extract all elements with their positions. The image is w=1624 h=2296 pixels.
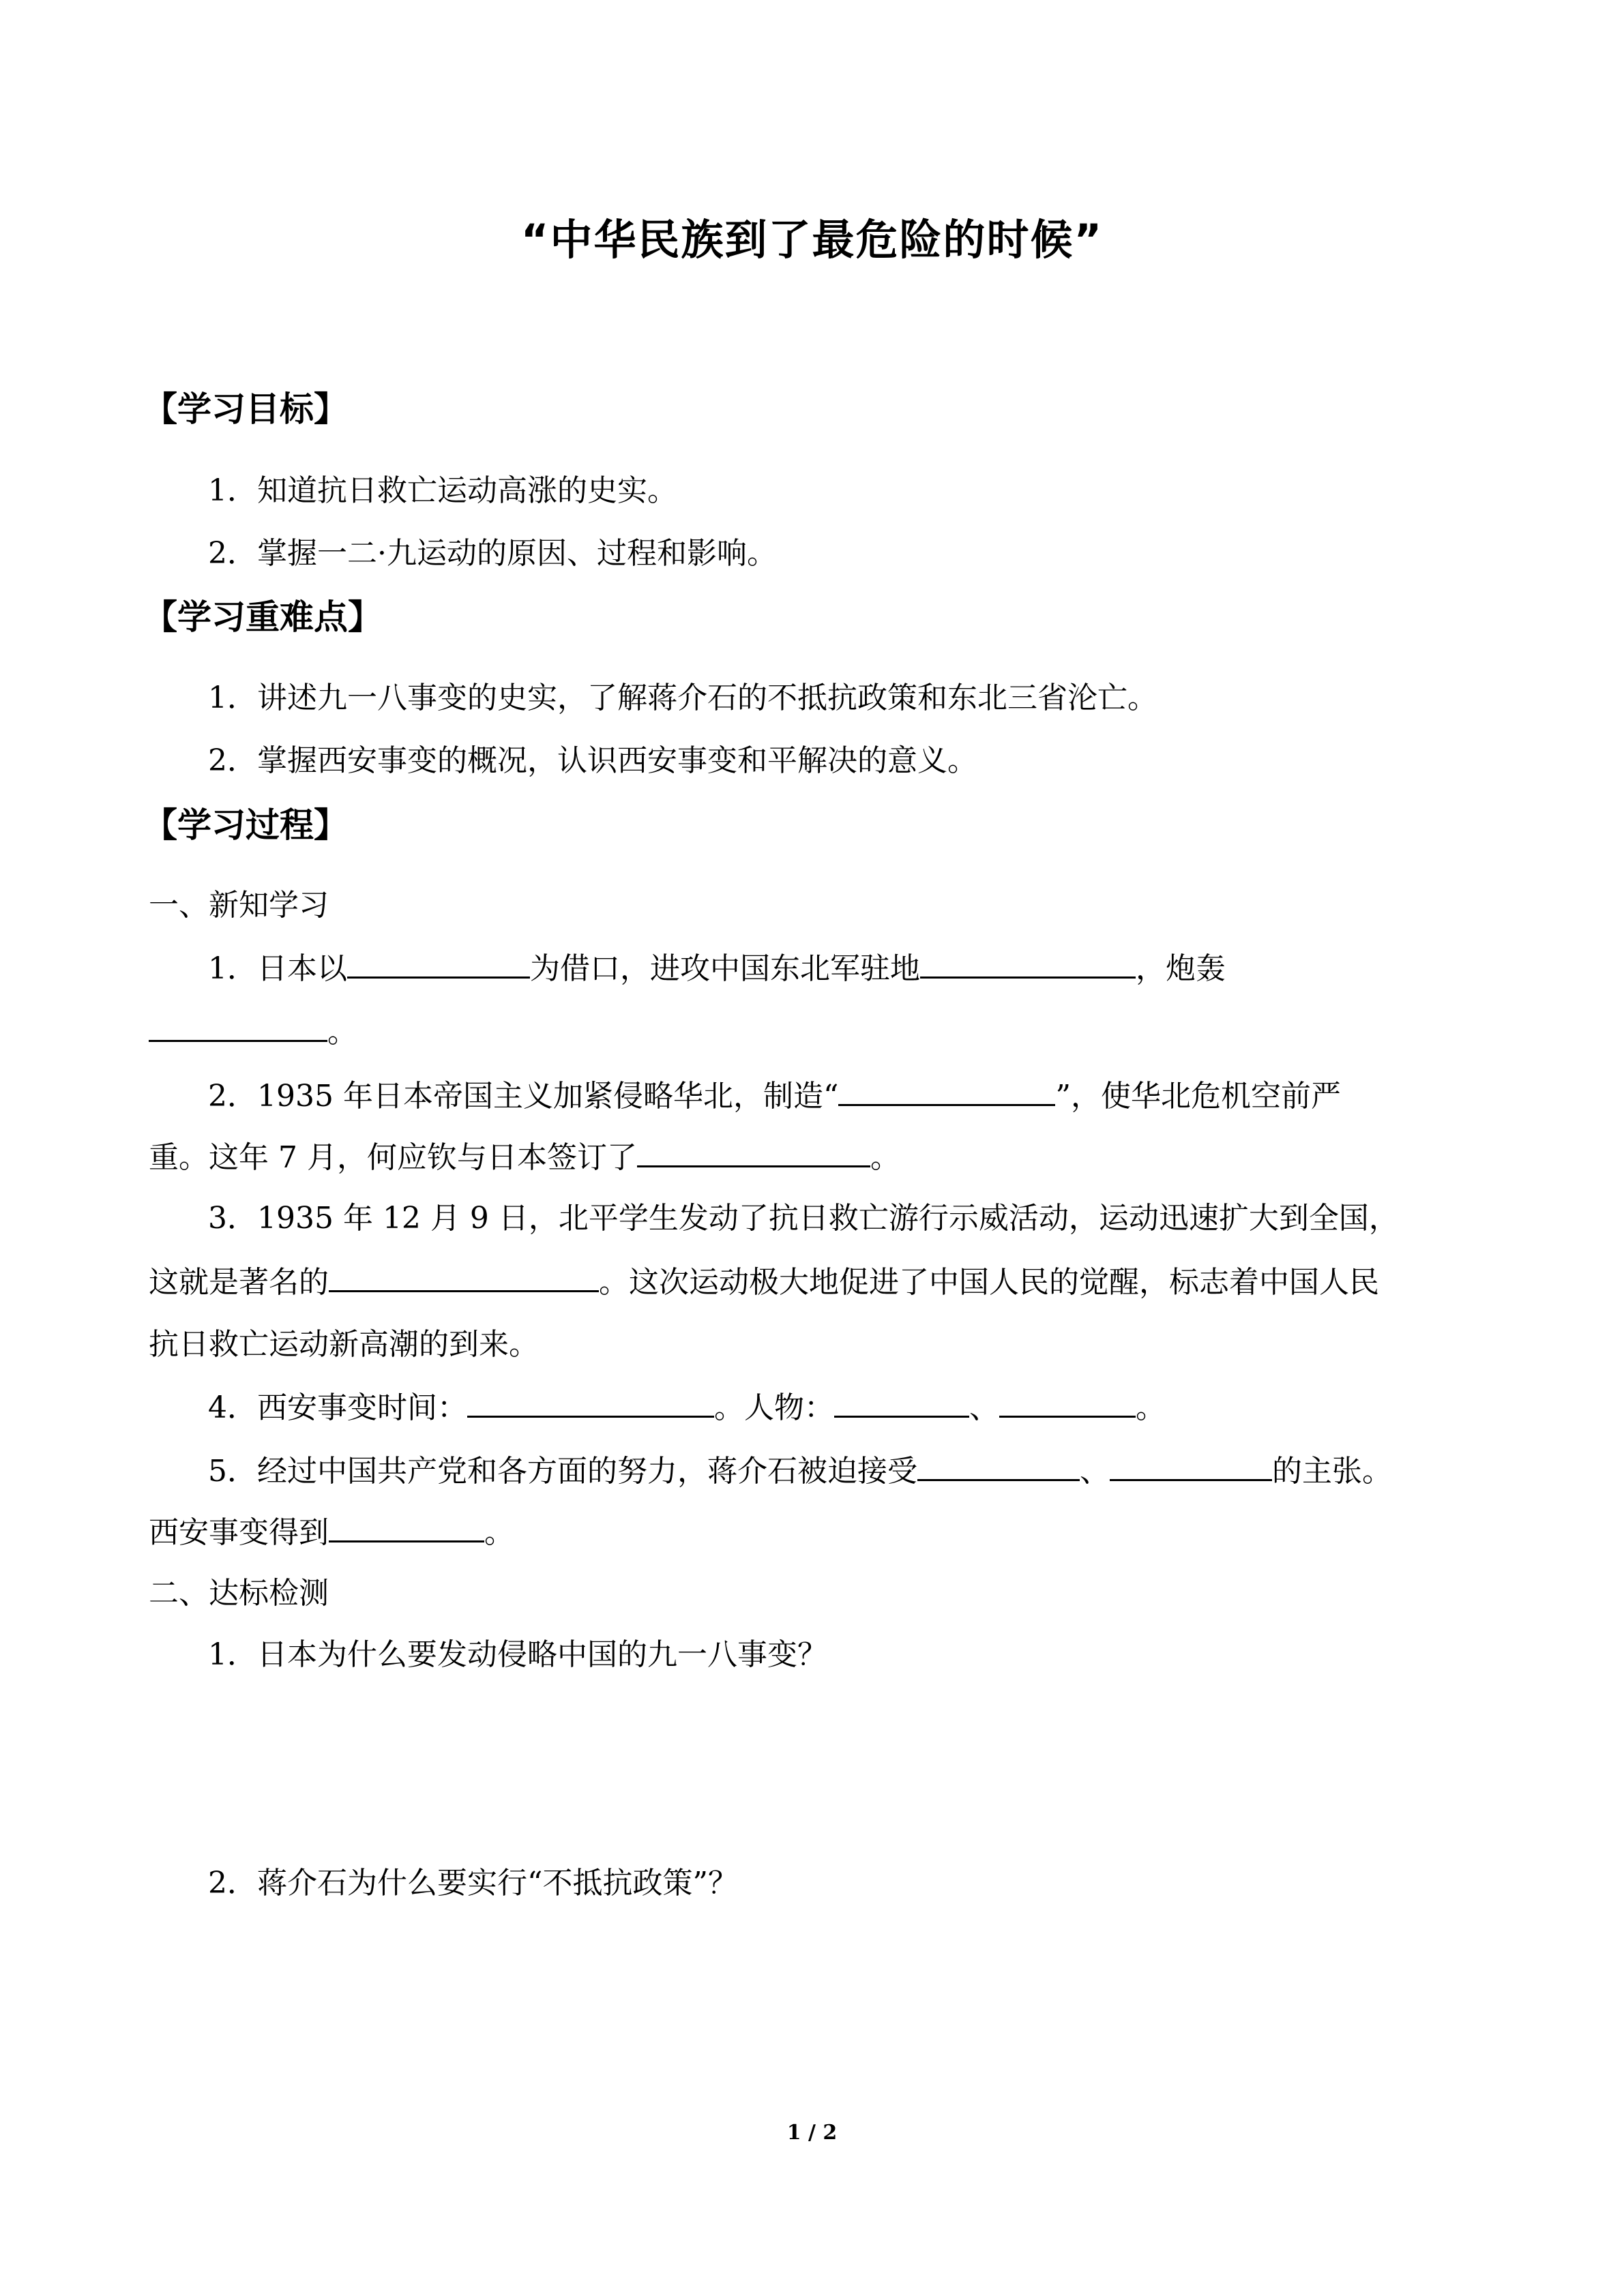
q5-text-c: 的主张。 <box>1272 1454 1392 1489</box>
q5-blank-1[interactable] <box>917 1449 1080 1481</box>
key-point-item-1: 1．讲述九一八事变的史实，了解蒋介石的不抵抗政策和东北三省沦亡。 <box>208 681 1157 715</box>
key-point-item-2: 2．掌握西安事变的概况，认识西安事变和平解决的意义。 <box>208 743 977 778</box>
question-2-line-2 <box>149 1135 900 1180</box>
question-3-line-3: 抗日救亡运动新高潮的到来。 <box>149 1327 539 1362</box>
question-5-line-1 <box>208 1449 1392 1493</box>
heading-key-points: 【学习重难点】 <box>143 597 382 637</box>
q2-text-b: ”，使华北危机空前严 <box>1055 1079 1341 1114</box>
q3-text-b: 。这次运动极大地促进了中国人民的觉醒，标志着中国人民 <box>599 1265 1379 1300</box>
check-question-2: 2．蒋介石为什么要实行“不抵抗政策”？ <box>208 1866 738 1900</box>
q4-text-d: 。 <box>1136 1390 1166 1425</box>
q1-text-c: ，炮轰 <box>1136 951 1226 986</box>
q5-text-d: 西安事变得到 <box>149 1515 329 1550</box>
q2-text-a: 2．1935 年日本帝国主义加紧侵略华北，制造“ <box>208 1079 839 1114</box>
heading-objectives: 【学习目标】 <box>143 389 348 429</box>
heading-process: 【学习过程】 <box>143 805 348 845</box>
question-4-line-1 <box>208 1386 1166 1430</box>
q4-text-a: 4．西安事变时间： <box>208 1390 467 1425</box>
q1-blank-1[interactable] <box>347 946 530 979</box>
objective-item-1: 1．知道抗日救亡运动高涨的史实。 <box>208 473 677 508</box>
q2-blank-2[interactable] <box>637 1135 870 1167</box>
q4-blank-time[interactable] <box>467 1386 714 1418</box>
q5-blank-2[interactable] <box>1110 1449 1272 1481</box>
q2-text-c: 重。这年 7 月，何应钦与日本签订了 <box>149 1140 637 1175</box>
q3-text-a: 这就是著名的 <box>149 1265 329 1300</box>
q1-blank-2[interactable] <box>920 946 1136 979</box>
q5-blank-3[interactable] <box>329 1510 484 1542</box>
q1-text-d: 。 <box>327 1015 357 1049</box>
objective-item-2: 2．掌握一二·九运动的原因、过程和影响。 <box>208 536 777 571</box>
q2-text-d: 。 <box>870 1140 900 1175</box>
q3-blank-1[interactable] <box>329 1260 599 1292</box>
document-title: “中华民族到了最危险的时候” <box>520 215 1104 265</box>
q4-blank-person-2[interactable] <box>999 1386 1136 1418</box>
part1-label: 一、新知学习 <box>149 888 329 923</box>
q4-text-c: 、 <box>969 1390 999 1425</box>
q5-text-e: 。 <box>484 1515 514 1550</box>
question-3-line-2 <box>149 1260 1379 1304</box>
question-1-line-1 <box>208 946 1226 991</box>
q5-text-a: 5．经过中国共产党和各方面的努力，蒋介石被迫接受 <box>208 1454 917 1489</box>
part2-label: 二、达标检测 <box>149 1576 329 1611</box>
page-number: 1 / 2 <box>786 2121 838 2145</box>
check-question-1: 1．日本为什么要发动侵略中国的九一八事变？ <box>208 1637 827 1672</box>
q4-blank-person-1[interactable] <box>834 1386 969 1418</box>
q1-text-b: 为借口，进攻中国东北军驻地 <box>530 951 920 986</box>
q1-text-a: 1．日本以 <box>208 951 347 986</box>
question-5-line-2 <box>149 1510 514 1555</box>
question-3-line-1: 3．1935 年 12 月 9 日，北平学生发动了抗日救亡游行示威活动，运动迅速扩大到全国， <box>208 1201 1399 1236</box>
q2-blank-1[interactable] <box>838 1074 1055 1106</box>
q1-blank-3[interactable] <box>149 1010 327 1042</box>
question-2-line-1 <box>208 1074 1341 1118</box>
q5-text-b: 、 <box>1080 1454 1110 1489</box>
question-1-line-2 <box>149 1010 357 1054</box>
q4-text-b: 。人物： <box>714 1390 834 1425</box>
